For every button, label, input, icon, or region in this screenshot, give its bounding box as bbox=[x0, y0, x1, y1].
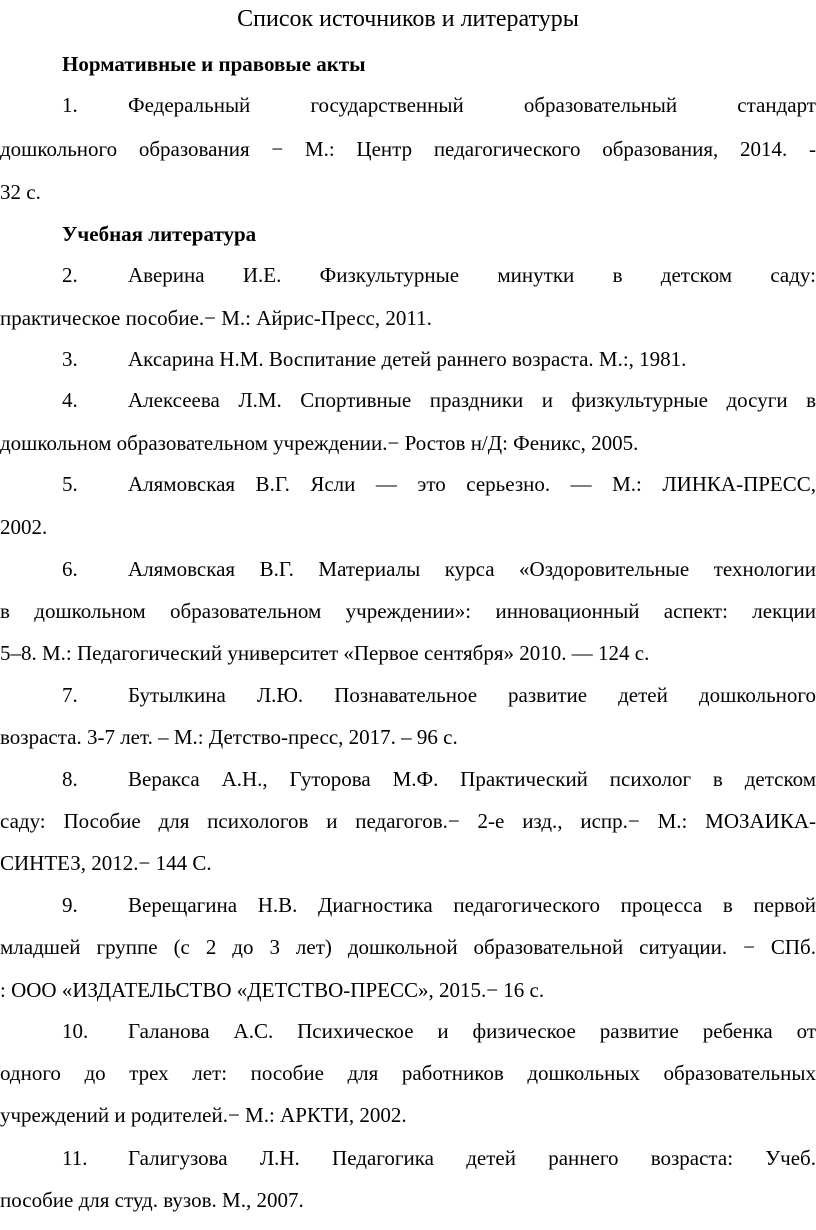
ref-line: Галигузова Л.Н. Педагогика детей раннего возраста: Учеб. bbox=[128, 1146, 816, 1170]
ref-line: Алямовская В.Г. Ясли — это серьезно. — М.: ЛИНКА-ПРЕСС, bbox=[128, 472, 816, 496]
section-heading-normative: Нормативные и правовые акты bbox=[62, 52, 366, 76]
ref-line: практическое пособие.− М.: Айрис-Пресс, 2011. bbox=[0, 306, 432, 330]
ref-number: 5. bbox=[62, 472, 78, 496]
ref-line: 5–8. М.: Педагогический университет «Первое сентября» 2010. — 124 с. bbox=[0, 641, 650, 665]
section-heading-educational: Учебная литература bbox=[62, 222, 257, 246]
ref-line: учреждений и родителей.− М.: АРКТИ, 2002. bbox=[0, 1103, 407, 1127]
ref-line: Бутылкина Л.Ю. Познавательное развитие детей дошкольного bbox=[128, 683, 816, 707]
ref-number: 3. bbox=[62, 347, 78, 371]
ref-number: 11. bbox=[62, 1146, 88, 1170]
page-title: Список источников и литературы bbox=[237, 6, 579, 32]
ref-line: дошкольном образовательном учреждении.− Ростов н/Д: Феникс, 2005. bbox=[0, 431, 639, 455]
ref-number: 6. bbox=[62, 557, 78, 581]
ref-number: 8. bbox=[62, 767, 78, 791]
ref-line: дошкольного образования − М.: Центр педагогического образования, 2014. - bbox=[0, 137, 816, 161]
ref-line: 32 с. bbox=[0, 180, 41, 204]
ref-line: Алямовская В.Г. Материалы курса «Оздоровительные технологии bbox=[128, 557, 816, 581]
ref-line: 2002. bbox=[0, 515, 48, 539]
ref-line: возраста. 3-7 лет. – М.: Детство-пресс, 2017. – 96 с. bbox=[0, 725, 458, 749]
ref-line: Аверина И.Е. Физкультурные минутки в детском саду: bbox=[128, 263, 816, 287]
ref-line: пособие для студ. вузов. М., 2007. bbox=[0, 1188, 304, 1212]
ref-number: 4. bbox=[62, 388, 78, 412]
ref-number: 10. bbox=[62, 1019, 89, 1043]
ref-number: 9. bbox=[62, 893, 78, 917]
ref-line: младшей группе (с 2 до 3 лет) дошкольной образовательной ситуации. − СПб. bbox=[0, 935, 816, 959]
ref-number: 1. bbox=[62, 93, 78, 117]
ref-line: саду: Пособие для психологов и педагогов.− 2-е изд., испр.− М.: МОЗАИКА- bbox=[0, 809, 816, 833]
ref-line: : ООО «ИЗДАТЕЛЬСТВО «ДЕТСТВО-ПРЕСС», 2015.− 16 с. bbox=[0, 978, 545, 1002]
ref-line: в дошкольном образовательном учреждении»: инновационный аспект: лекции bbox=[0, 599, 816, 623]
ref-line: Аксарина Н.М. Воспитание детей раннего возраста. М.:, 1981. bbox=[128, 347, 687, 371]
ref-number: 7. bbox=[62, 683, 78, 707]
ref-line: одного до трех лет: пособие для работников дошкольных образовательных bbox=[0, 1061, 816, 1085]
ref-line: Галанова А.С. Психическое и физическое развитие ребенка от bbox=[128, 1019, 816, 1043]
ref-line: Веракса А.Н., Гуторова М.Ф. Практический психолог в детском bbox=[128, 767, 816, 791]
ref-line: Федеральный государственный образовательный стандарт bbox=[128, 93, 816, 117]
ref-line: Алексеева Л.М. Спортивные праздники и физкультурные досуги в bbox=[128, 388, 816, 412]
ref-line: Верещагина Н.В. Диагностика педагогического процесса в первой bbox=[128, 893, 816, 917]
ref-line: СИНТЕЗ, 2012.− 144 С. bbox=[0, 851, 212, 875]
ref-number: 2. bbox=[62, 263, 78, 287]
